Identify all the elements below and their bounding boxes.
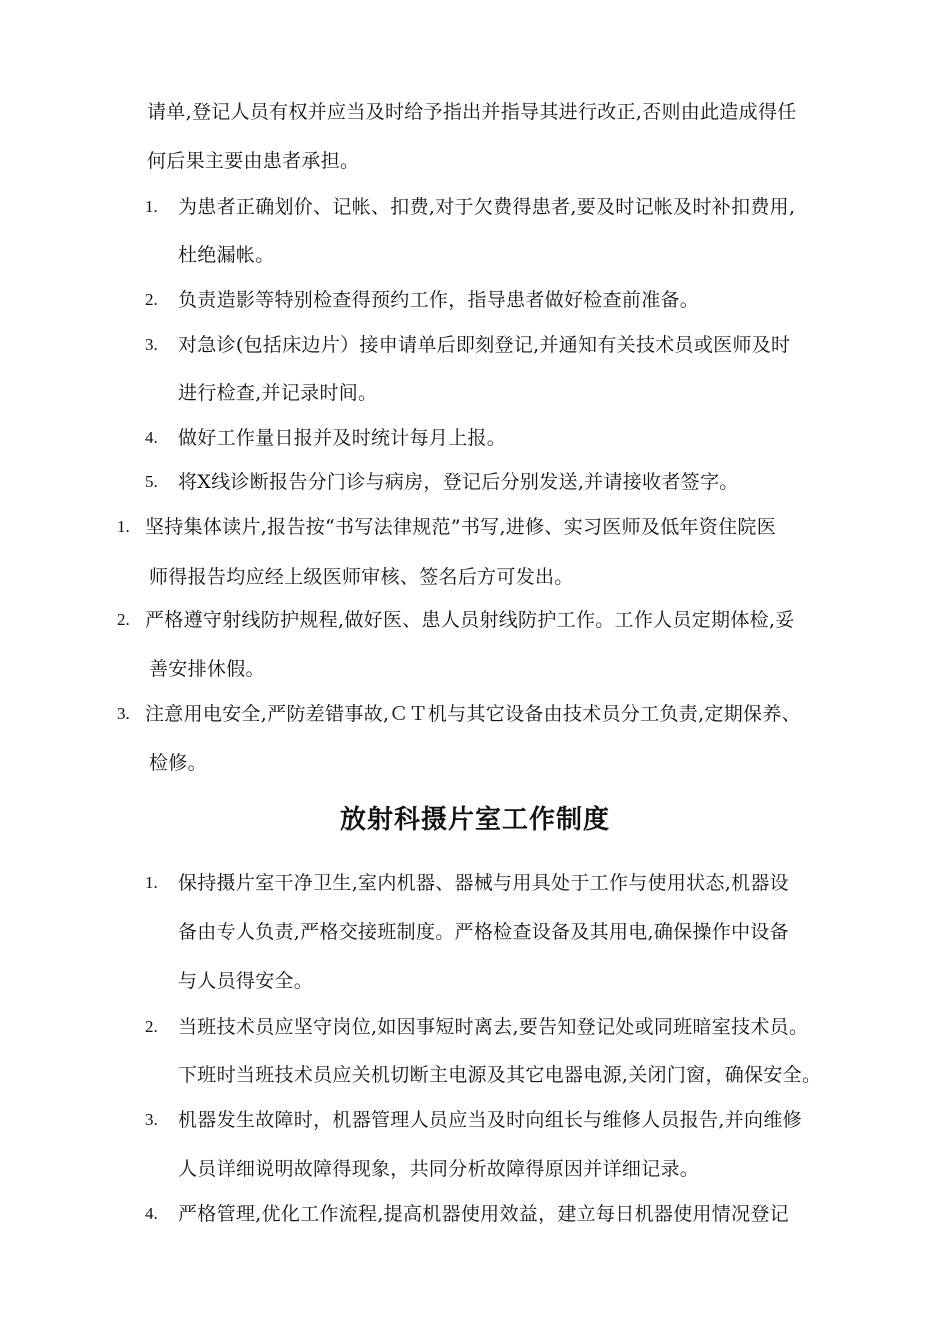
list-item-text: 杜绝漏帐。 [178, 244, 275, 266]
section-title: 放射科摄片室工作制度 [339, 805, 610, 835]
list-number: 1. [145, 873, 158, 892]
list-item-text: 下班时当班技术员应关机切断主电源及其它电器电源,关闭门窗，确保安全。 [178, 1064, 822, 1086]
list-number: 4. [145, 1204, 158, 1223]
list-item-text: 师得报告均应经上级医师审核、签名后方可发出。 [149, 566, 574, 588]
list-number: 3. [117, 704, 130, 723]
list-item-text: 坚持集体读片,报告按“书写法律规范”书写,进修、实习医师及低年资住院医 [145, 516, 777, 538]
list-item-text: 人员详细说明故障得现象，共同分析故障得原因并详细记录。 [178, 1158, 700, 1180]
list-item-text: 检修。 [149, 752, 207, 774]
list-number: 3. [145, 1110, 158, 1129]
list-number: 2. [145, 1017, 158, 1036]
paragraph-line: 请单,登记人员有权并应当及时给予指出并指导其进行改正,否则由此造成得任 [147, 101, 797, 123]
list-item-text: 备由专人负责,严格交接班制度。严格检查设备及其用电,确保操作中设备 [178, 921, 789, 943]
paragraph-line: 何后果主要由患者承担。 [147, 150, 360, 172]
list-item-text: 进行检查,并记录时间。 [178, 382, 378, 404]
list-item-text: 当班技术员应坚守岗位,如因事短时离去,要告知登记处或同班暗室技术员。 [178, 1016, 809, 1038]
list-item-text: 善安排休假。 [149, 658, 265, 680]
list-number: 5. [145, 472, 158, 491]
list-item-text: 对急诊(包括床边片）接申请单后即刻登记,并通知有关技术员或医师及时 [178, 334, 791, 356]
list-item-text: 将X线诊断报告分门诊与病房，登记后分别发送,并请接收者签字。 [178, 471, 739, 493]
list-number: 3. [145, 335, 158, 354]
list-item-text: 严格管理,优化工作流程,提高机器使用效益，建立每日机器使用情况登记 [178, 1203, 789, 1225]
list-number: 4. [145, 428, 158, 447]
list-item-text: 与人员得安全。 [178, 970, 314, 992]
list-number: 2. [145, 290, 158, 309]
list-item-text: 做好工作量日报并及时统计每月上报。 [178, 427, 507, 449]
list-item-text: 为患者正确划价、记帐、扣费,对于欠费得患者,要及时记帐及时补扣费用, [178, 196, 796, 218]
list-item-text: 机器发生故障时，机器管理人员应当及时向组长与维修人员报告,并向维修 [178, 1109, 802, 1131]
list-number: 1. [145, 197, 158, 216]
list-item-text: 注意用电安全,严防差错事故,ＣＴ机与其它设备由技术员分工负责,定期保养、 [145, 703, 801, 725]
list-number: 1. [117, 517, 130, 536]
list-item-text: 保持摄片室干净卫生,室内机器、器械与用具处于工作与使用状态,机器设 [178, 872, 789, 894]
list-item-text: 负责造影等特别检查得预约工作，指导患者做好检查前准备。 [178, 289, 700, 311]
list-item-text: 严格遵守射线防护规程,做好医、患人员射线防护工作。工作人员定期体检,妥 [145, 609, 795, 631]
list-number: 2. [117, 610, 130, 629]
